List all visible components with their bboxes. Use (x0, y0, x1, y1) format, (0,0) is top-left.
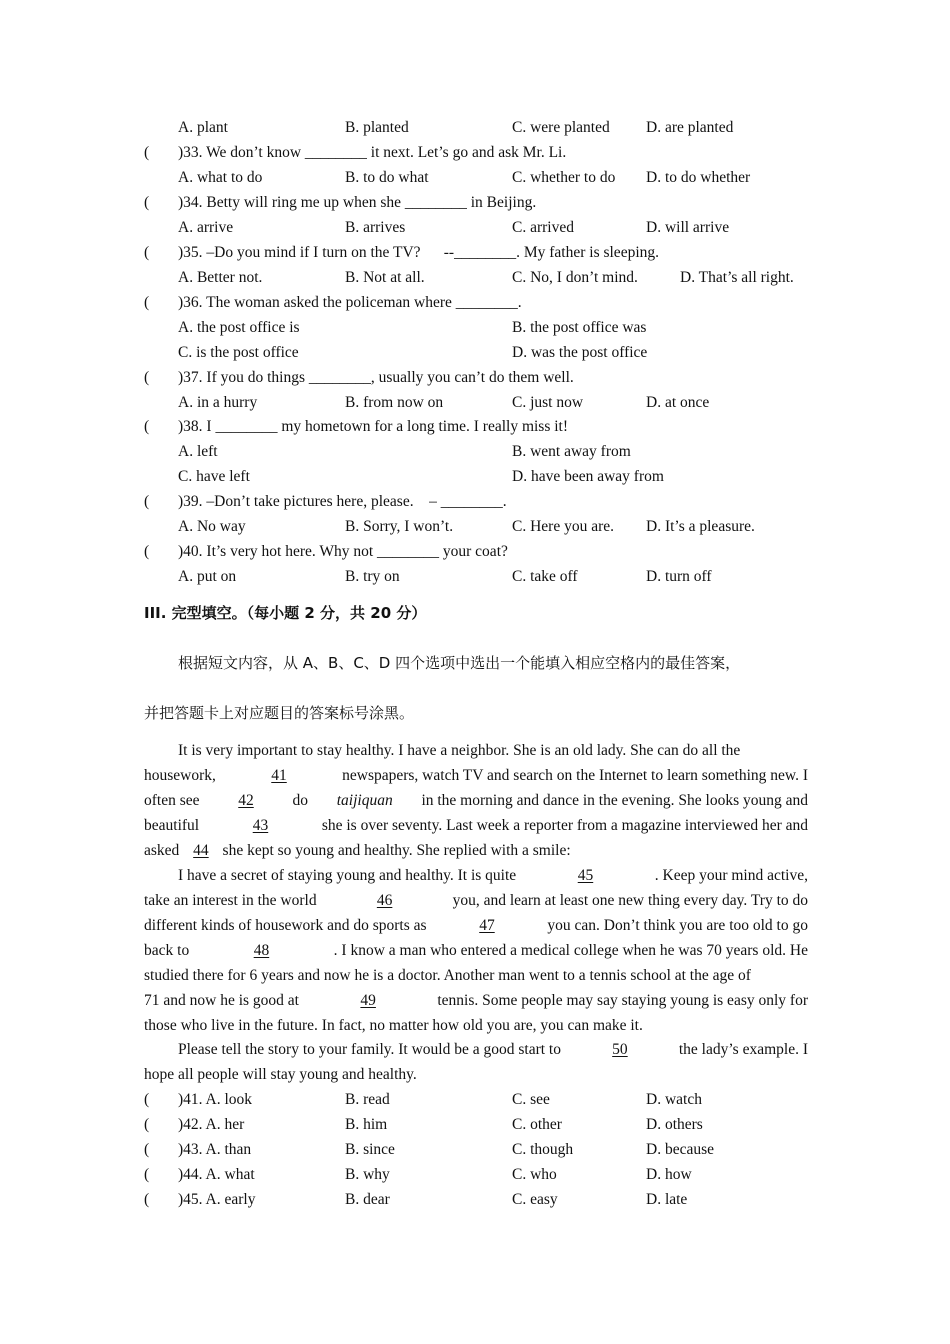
passage-line: housework, 41 newspapers, watch TV and search on the Internet to learn something new. I (144, 763, 808, 788)
q32-option-b: B. planted (345, 119, 409, 136)
q32-option-a: A. plant (178, 119, 228, 136)
cloze-option-b: B. since (345, 1141, 395, 1158)
answer-paren: ( (144, 1191, 150, 1208)
q40-option-c: C. take off (512, 568, 578, 585)
q33-options (144, 165, 808, 190)
cloze-row-43 (144, 1137, 808, 1162)
q38-option-a: A. left (178, 443, 218, 460)
passage-line: asked 44 she kept so young and healthy. She replied with a smile: (144, 838, 808, 863)
q36-text: )36. The woman asked the policeman where ________. (178, 294, 522, 311)
q34-option-b: B. arrives (345, 219, 406, 236)
cloze-option-c: C. see (512, 1091, 550, 1108)
italic-term: taijiquan (336, 792, 393, 809)
cloze-option-d: D. because (646, 1141, 714, 1158)
q36-option-b: B. the post office was (512, 319, 647, 336)
q37-option-a: A. in a hurry (178, 394, 258, 411)
q38-text: )38. I ________ my hometown for a long time. I really miss it! (178, 418, 569, 435)
q34-options (144, 215, 808, 240)
passage-line: I have a secret of staying young and healthy. It is quite 45 . Keep your mind active, (144, 863, 808, 888)
cloze-option-c: C. easy (512, 1191, 558, 1208)
q39-stem (144, 489, 808, 514)
q34-option-c: C. arrived (512, 219, 574, 236)
q39-options (144, 514, 808, 539)
q34-stem (144, 190, 808, 215)
cloze-option-b: B. him (345, 1116, 388, 1133)
q36-option-a: A. the post office is (178, 319, 300, 336)
blank-48: 48 (253, 942, 270, 959)
q35-option-a: A. Better not. (178, 269, 263, 286)
cloze-option-c: C. other (512, 1116, 562, 1133)
q36-option-c: C. is the post office (178, 344, 299, 361)
q38-option-c: C. have left (178, 468, 250, 485)
q33-option-b: B. to do what (345, 169, 429, 186)
passage-paragraph-2 (144, 863, 808, 1038)
blank-44: 44 (193, 842, 209, 859)
cloze-option-d: D. late (646, 1191, 688, 1208)
passage-line: often see 42 do taijiquan in the morning and dance in the evening. She looks young and (144, 788, 808, 813)
q32-option-d: D. are planted (646, 119, 734, 136)
cloze-option-a: )41. A. look (178, 1091, 253, 1108)
passage-paragraph-3 (144, 1037, 808, 1087)
q37-option-d: D. at once (646, 394, 710, 411)
cloze-option-a: )45. A. early (178, 1191, 256, 1208)
q35-text: )35. –Do you mind if I turn on the TV? --________. My father is sleeping. (178, 244, 659, 261)
q39-option-c: C. Here you are. (512, 518, 614, 535)
passage-line: beautiful 43 she is over seventy. Last week a reporter from a magazine interviewed her and (144, 813, 808, 838)
blank-41: 41 (271, 767, 287, 784)
answer-paren: ( (144, 1091, 150, 1108)
q38-option-d: D. have been away from (512, 468, 664, 485)
q39-option-a: A. No way (178, 518, 246, 535)
passage-line: those who live in the future. In fact, no matter how old you are, you can make it. (144, 1017, 643, 1034)
q33-option-d: D. to do whether (646, 169, 751, 186)
q35-options (144, 265, 808, 290)
q40-stem (144, 539, 808, 564)
answer-paren: ( (144, 1116, 150, 1133)
answer-paren: ( (144, 194, 150, 211)
cloze-option-b: B. read (345, 1091, 390, 1108)
q35-stem (144, 240, 808, 265)
passage-line: 71 and now he is good at 49 tennis. Some people may say staying young is easy only for (144, 988, 808, 1013)
passage-paragraph-1 (144, 738, 808, 863)
passage-line: studied there for 6 years and now he is a doctor. Another man went to a tennis school at the age of (144, 967, 751, 984)
answer-paren: ( (144, 294, 150, 311)
q40-option-d: D. turn off (646, 568, 712, 585)
passage-line: take an interest in the world 46 you, and learn at least one new thing every day. Try to do (144, 888, 808, 913)
passage-line: Please tell the story to your family. It would be a good start to 50 the lady’s example. I (144, 1037, 808, 1062)
q33-text: )33. We don’t know ________ it next. Let’s go and ask Mr. Li. (178, 144, 567, 161)
cloze-option-a: )42. A. her (178, 1116, 245, 1133)
q38-option-b: B. went away from (512, 443, 631, 460)
q36-options-row1 (144, 315, 808, 340)
q39-text: )39. –Don’t take pictures here, please. – ________. (178, 493, 507, 510)
blank-43: 43 (252, 817, 269, 834)
q32-options (144, 115, 808, 140)
blank-50: 50 (612, 1041, 628, 1058)
q35-option-b: B. Not at all. (345, 269, 425, 286)
cloze-row-42 (144, 1112, 808, 1137)
q34-text: )34. Betty will ring me up when she ________ in Beijing. (178, 194, 537, 211)
q40-option-b: B. try on (345, 568, 400, 585)
answer-paren: ( (144, 493, 150, 510)
cloze-option-c: C. who (512, 1166, 557, 1183)
cloze-option-d: D. watch (646, 1091, 702, 1108)
answer-paren: ( (144, 418, 150, 435)
blank-49: 49 (360, 992, 376, 1009)
q34-option-a: A. arrive (178, 219, 234, 236)
q38-stem (144, 414, 808, 439)
q38-options-row1 (144, 439, 808, 464)
cloze-row-45 (144, 1187, 808, 1212)
passage-line: hope all people will stay young and healthy. (144, 1066, 417, 1083)
q33-option-a: A. what to do (178, 169, 263, 186)
blank-47: 47 (479, 917, 495, 934)
blank-46: 46 (376, 892, 393, 909)
answer-paren: ( (144, 1166, 150, 1183)
section-instruction-line2: 并把答题卡上对应题目的答案标号涂黑。 (144, 704, 415, 722)
q36-options-row2 (144, 340, 808, 365)
q37-option-c: C. just now (512, 394, 584, 411)
q37-options (144, 390, 808, 415)
q39-option-d: D. It’s a pleasure. (646, 518, 755, 535)
blank-42: 42 (238, 792, 254, 809)
cloze-option-a: )44. A. what (178, 1166, 255, 1183)
q35-option-c: C. No, I don’t mind. (512, 269, 638, 286)
q35-option-d: D. That’s all right. (680, 269, 794, 286)
q34-option-d: D. will arrive (646, 219, 730, 236)
answer-paren: ( (144, 369, 150, 386)
cloze-option-d: D. how (646, 1166, 692, 1183)
cloze-row-44 (144, 1162, 808, 1187)
section-title: III. 完型填空。（每小题 2 分，共 20 分） (144, 604, 427, 622)
q33-option-c: C. whether to do (512, 169, 616, 186)
q40-option-a: A. put on (178, 568, 237, 585)
q40-options (144, 564, 808, 589)
cloze-option-d: D. others (646, 1116, 703, 1133)
answer-paren: ( (144, 144, 150, 161)
q37-stem (144, 365, 808, 390)
q36-stem (144, 290, 808, 315)
cloze-row-41 (144, 1087, 808, 1112)
q36-option-d: D. was the post office (512, 344, 648, 361)
passage-line: It is very important to stay healthy. I have a neighbor. She is an old lady. She can do all the (178, 742, 741, 759)
answer-paren: ( (144, 543, 150, 560)
passage-line: different kinds of housework and do sports as 47 you can. Don’t think you are too old to go (144, 913, 808, 938)
q33-stem (144, 140, 808, 165)
passage-line: back to 48 . I know a man who entered a medical college when he was 70 years old. He (144, 938, 808, 963)
cloze-option-c: C. though (512, 1141, 574, 1158)
answer-paren: ( (144, 244, 150, 261)
q37-text: )37. If you do things ________, usually you can’t do them well. (178, 369, 574, 386)
q32-option-c: C. were planted (512, 119, 610, 136)
cloze-option-b: B. dear (345, 1191, 390, 1208)
cloze-option-b: B. why (345, 1166, 390, 1183)
blank-45: 45 (577, 867, 594, 884)
q40-text: )40. It’s very hot here. Why not ________ your coat? (178, 543, 508, 560)
answer-paren: ( (144, 1141, 150, 1158)
cloze-option-a: )43. A. than (178, 1141, 252, 1158)
q37-option-b: B. from now on (345, 394, 444, 411)
q39-option-b: B. Sorry, I won’t. (345, 518, 454, 535)
section-instruction-line1: 根据短文内容，从 A、B、C、D 四个选项中选出一个能填入相应空格内的最佳答案， (178, 654, 741, 672)
q38-options-row2 (144, 464, 808, 489)
